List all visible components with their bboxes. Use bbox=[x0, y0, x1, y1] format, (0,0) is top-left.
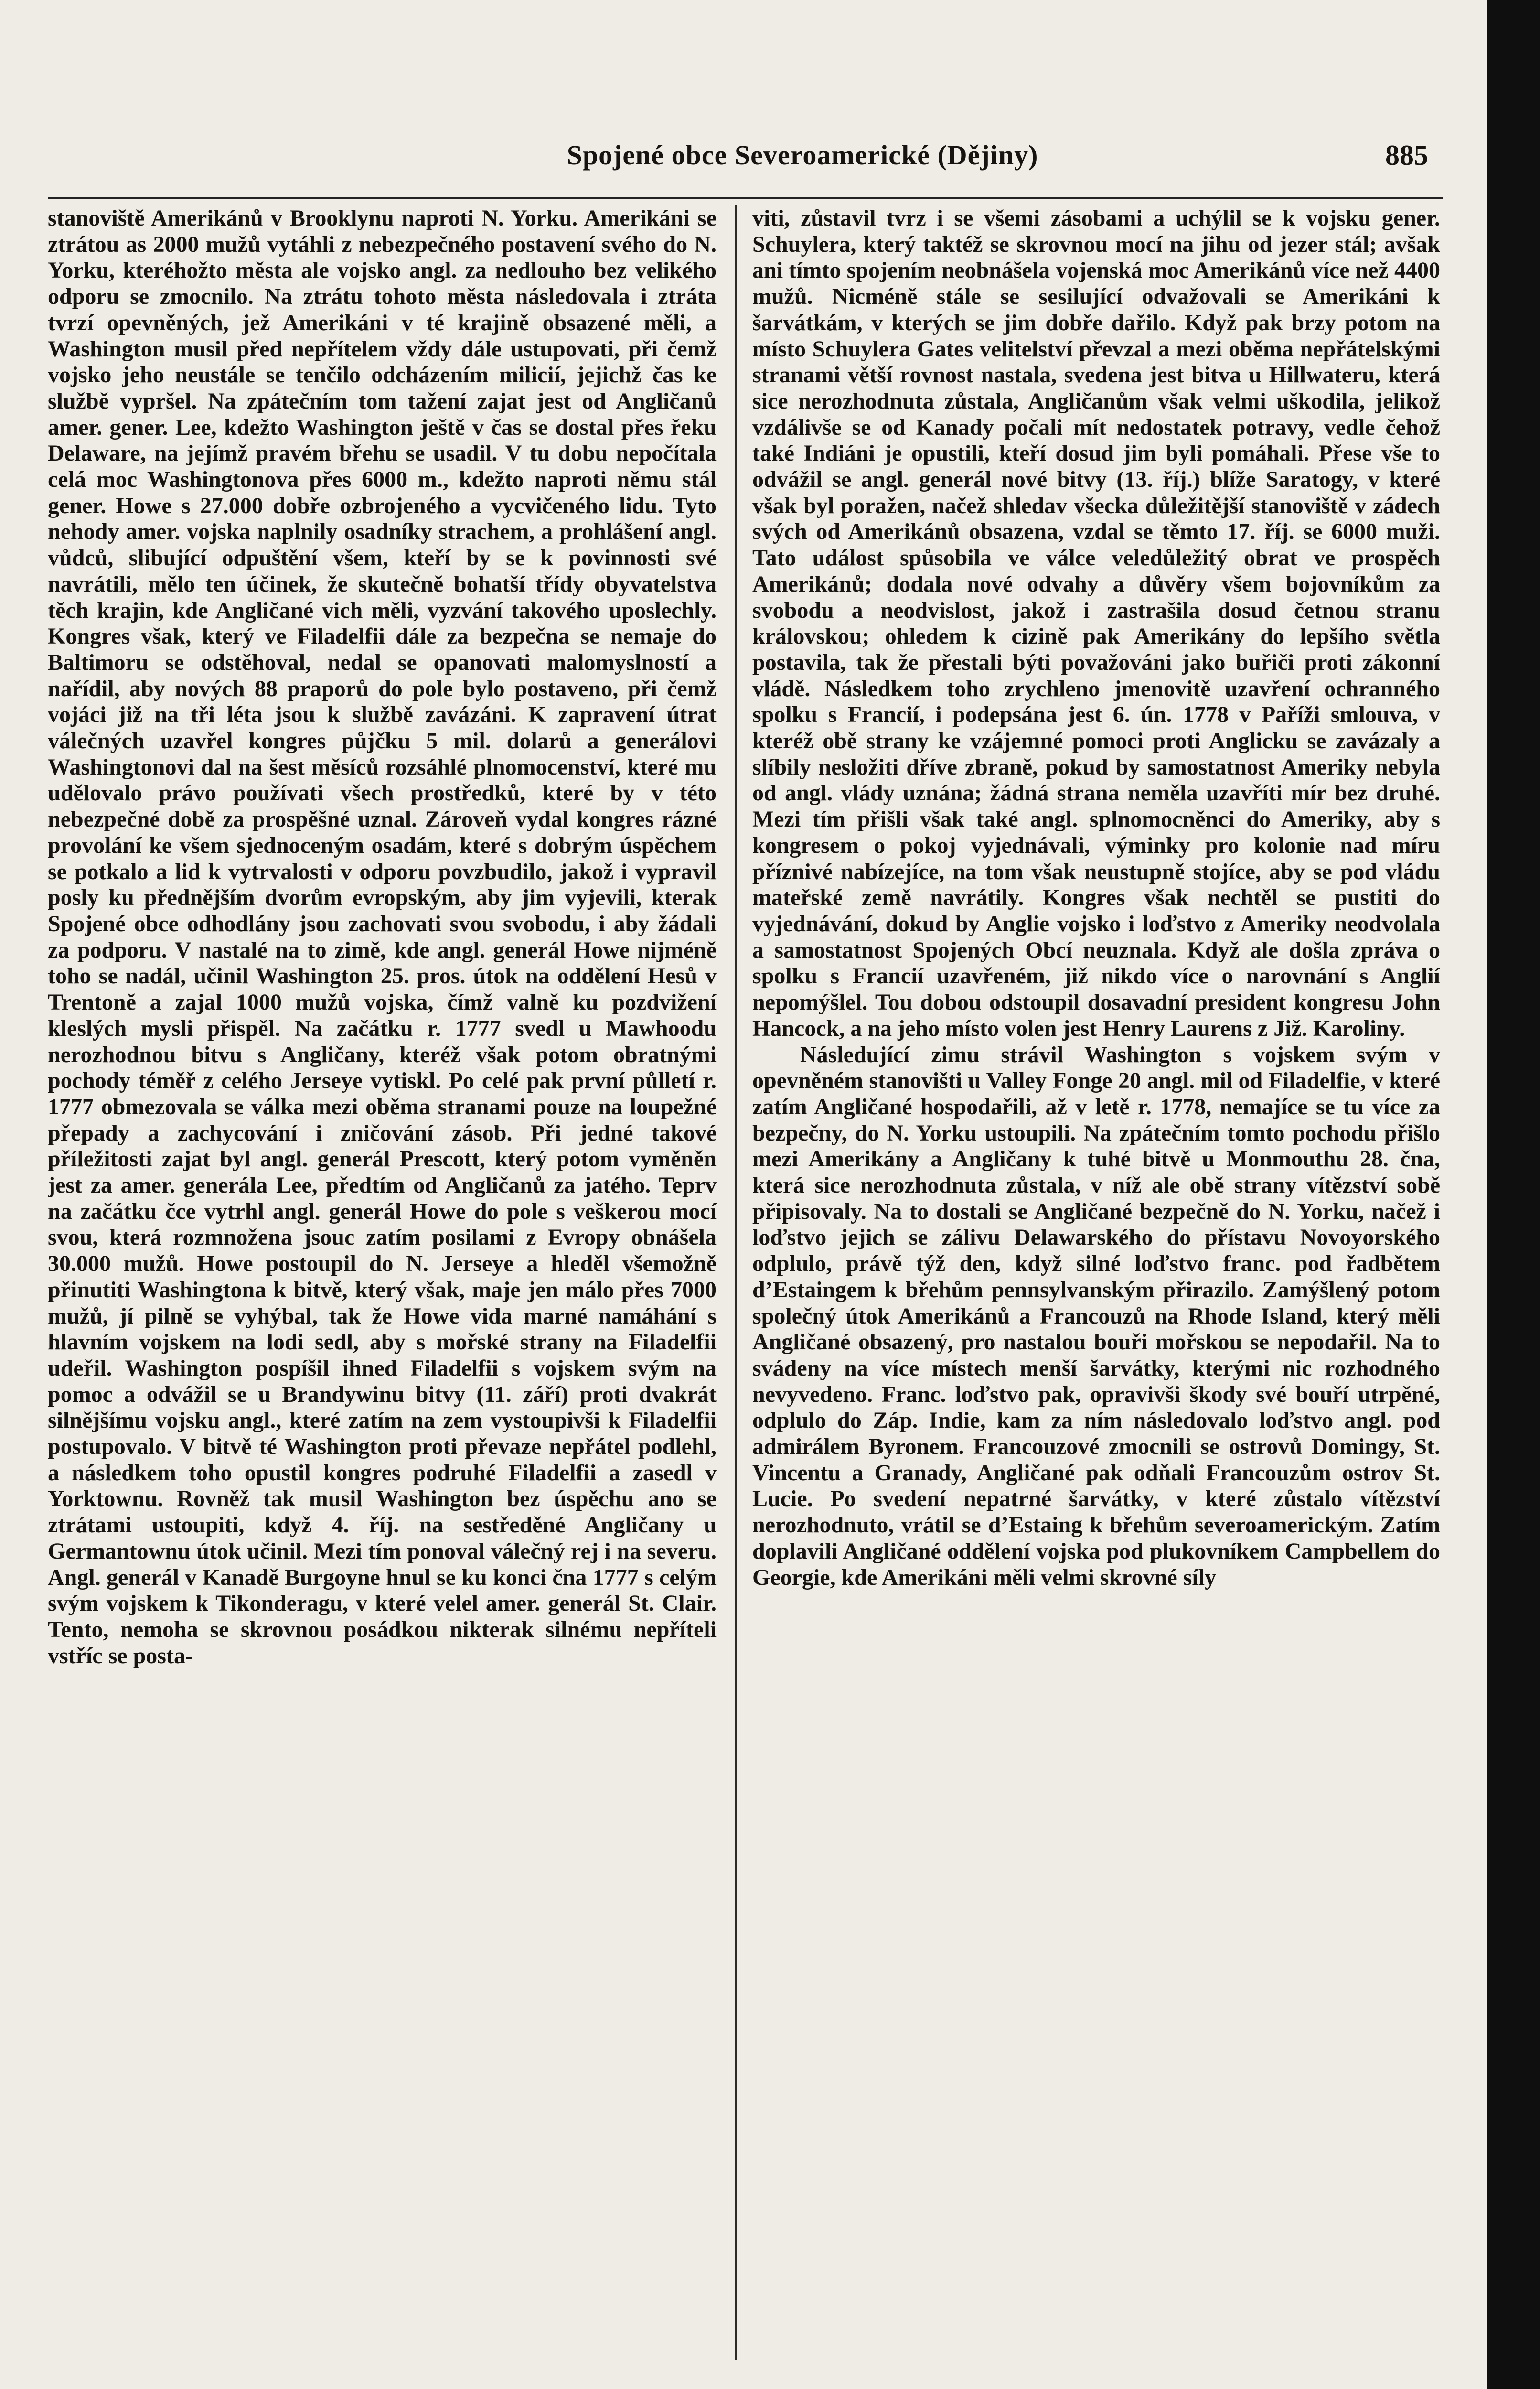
right-column bbox=[752, 205, 1440, 2360]
right-paragraph-1: viti, zůstavil tvrz i se všemi zásobami a uchýlil se k vojsku gener. Schuylera, který taktéž se skrovnou mocí na jihu od jezer stál; avšak ani tímto spojením neobnášela vojenská moc Amerikánů více než 4400 mužů. Nicméně stále se sesilující odvažovali se Amerikáni k šarvátkám, v kterých se jim dobře dařilo. Když pak brzy potom na místo Schuylera Gates velitelství převzal a mezi oběma nepřátelskými stranami větší rovnost nastala, svedena jest bitva u Hillwateru, která sice nerozhodnuta zůstala, Angličanům však velmi uškodila, jelikož vzdálivše se od Kanady počali mít nedostatek potravy, vedle čehož také Indiáni je opustili, kteří dosud jim byli pomáhali. Přese vše to odvážil se angl. generál nové bitvy (13. říj.) blíže Saratogy, v které však byl poražen, načež shledav všecka důležitější stanoviště v zádech svých od Amerikánů obsazena, vzdal se těmto 17. říj. se 6000 muži. Tato událost spůsobila ve válce veledůležitý obrat ve prospěch Amerikánů; dodala nové odvahy a důvěry všem bojovníkům za svobodu a neodvislost, jakož i zastrašila dosud četnou stranu královskou; ohledem k cizině pak Amerikány do lepšího světla postavila, tak že přestali býti považováni jako buřiči proti zákonní vládě. Následkem toho zrychleno jmenovitě uzavření ochranného spolku s Francií, i podepsána jest 6. ún. 1778 v Paříži smlouva, v kteréž obě strany ke vzájemné pomoci proti Anglicku se zavázaly a slíbily nesložiti dříve zbraně, pokud by samostatnost Ameriky nebyla od angl. vlády uznána; žádná strana neměla uzavříti mír bez druhé. Mezi tím přišli však také angl. splnomocněnci do Ameriky, aby s kongresem o pokoj vyjednávali, výminky pro kolonie nad míru příznivé nabízejíce, na tom však neustupně stojíce, aby se pod vládu mateřské země navrátily. Kongres však nechtěl se pustiti do vyjednávání, dokud by Anglie vojsko i loďstvo z Ameriky neodvolala a samostatnost Spojených Obcí neuznala. Když ale došla zpráva o spolku s Francií uzavřeném, již nikdo více o narovnání s Anglií nepomýšlel. Tou dobou odstoupil dosavadní president kongresu John Hancock, a na jeho místo volen jest Henry Laurens z Již. Karoliny. bbox=[752, 205, 1440, 1041]
running-title: Spojené obce Severoamerické (Dějiny) bbox=[567, 140, 1038, 171]
column-divider bbox=[735, 205, 737, 2360]
header-rule bbox=[48, 197, 1443, 199]
scan-edge-right bbox=[1487, 0, 1540, 2389]
page-header bbox=[43, 136, 1443, 184]
left-column bbox=[48, 205, 717, 2360]
left-paragraph-1: stanoviště Amerikánů v Brooklynu naproti N. Yorku. Amerikáni se ztrátou as 2000 mužů vytáhli z nebezpečného postavení svého do N. Yorku, kteréhožto města ale vojsko angl. za nedlouho bez velikého odporu se zmocnilo. Na ztrátu tohoto města následovala i ztráta tvrzí opevněných, jež Amerikáni v té krajině obsazené měli, a Washington musil před nepřítelem vždy dále ustupovati, při čemž vojsko jeho neustále se tenčilo odcházením milicií, jejichž čas ke službě vypršel. Na zpátečním tom tažení zajat jest od Angličanů amer. gener. Lee, kdežto Washington ještě v čas se dostal přes řeku Delaware, na jejímž pravém břehu se usadil. V tu dobu nepočítala celá moc Washingtonova přes 6000 m., kdežto naproti němu stál gener. Howe s 27.000 dobře ozbrojeného a vycvičeného lidu. Tyto nehody amer. vojska naplnily osadníky strachem, a prohlášení angl. vůdců, slibující odpuštění všem, kteří by se k povinnosti své navrátili, mělo ten účinek, že skutečně bohatší třídy obyvatelstva těch krajin, kde Angličané vich měli, vyzvání takového uposlechly. Kongres však, který ve Filadelfii dále za bezpečna se nemaje do Baltimoru se odstěhoval, nedal se opanovati malomyslností a nařídil, aby nových 88 praporů do pole bylo postaveno, při čemž vojáci již na tři léta jsou k službě zavázáni. K zapravení útrat válečných uzavřel kongres půjčku 5 mil. dolarů a generálovi Washingtonovi dal na šest měsíců rozsáhlé plnomocenství, které mu udělovalo právo používati všech prostředků, které by v této nebezpečné době za prospěšné uznal. Zároveň vydal kongres rázné provolání ke všem sjednoceným osadám, které s dobrým úspěchem se potkalo a lid k vytrvalosti v odporu povzbudilo, jakož i vypravil posly ku přednějším dvorům evropským, aby jim vyjevili, kterak Spojené obce odhodlány jsou zachovati svou svobodu, i aby žádali za podporu. V nastalé na to zimě, kde angl. generál Howe nijméně toho se nadál, učinil Washington 25. pros. útok na oddělení Hesů v Trentoně a zajal 1000 mužů vojska, čímž valně ku pozdvižení kleslých mysli přispěl. Na začátku r. 1777 svedl u Mawhoodu nerozhodnou bitvu s Angličany, kteréž však potom obratnými pochody téměř z celého Jerseye vytiskl. Po celé pak první půlletí r. 1777 obmezovala se válka mezi oběma stranami pouze na loupežné přepady a zachycování i zničování zásob. Při jedné takové příležitosti zajat byl angl. generál Prescott, který potom vyměněn jest za amer. generála Lee, předtím od Angličanů za jatého. Teprv na začátku čce vytrhl angl. generál Howe do pole s veškerou mocí svou, která rozmnožena jsouc zatím posilami z Evropy obnášela 30.000 mužů. Howe postoupil do N. Jerseye a hleděl všemožně přinutiti Washingtona k bitvě, který však, maje jen málo přes 7000 mužů, jí pilně se vyhýbal, tak že Howe vida marné namáhání s hlavním vojskem na lodi sedl, aby s mořské strany na Filadelfii udeřil. Washington pospíšil ihned Filadelfii s vojskem svým na pomoc a odvážil se u Brandywinu bitvy (11. září) proti dvakrát silnějšímu vojsku angl., které zatím na zem vystoupivši k Filadelfii postupovalo. V bitvě té Washington proti převaze nepřátel podlehl, a následkem toho opustil kongres podruhé Filadelfii a zasedl v Yorktownu. Rovněž tak musil Washington bez úspěchu ano se ztrátami ustoupiti, když 4. říj. na sestředěné Angličany u Germantownu útok učinil. Mezi tím ponoval válečný rej i na severu. Angl. generál v Kanadě Burgoyne hnul se ku konci čna 1777 s celým svým vojskem k Tikonderagu, v které velel amer. generál St. Clair. Tento, nemoha se skrovnou posádkou nikterak silnému nepříteli vstříc se posta- bbox=[48, 205, 717, 1668]
right-paragraph-2: Následující zimu strávil Washington s vojskem svým v opevněném stanovišti u Valley Fonge 20 angl. mil od Filadelfie, v které zatím Angličané hospodařili, až v letě r. 1778, nemajíce se tu více za bezpečny, do N. Yorku ustoupili. Na zpátečním tomto pochodu přišlo mezi Amerikány a Angličany k tuhé bitvě u Monmouthu 28. čna, která sice nerozhodnuta zůstala, v níž ale obě strany vítězství sobě připisovaly. Na to dostali se Angličané bezpečně do N. Yorku, načež i loďstvo jejich se zálivu Delawarského do přístavu Novoyorského odplulo, právě týž den, když silné loďstvo franc. pod řadbětem d’Estaingem k břehům pennsylvanským přirazilo. Zamýšlený potom společný útok Amerikánů a Francouzů na Rhode Island, který měli Angličané obsazený, pro nastalou bouři mořskou se nepodařil. Na to svádeny na více místech menší šarvátky, kterými nic rozhodného nevyvedeno. Franc. loďstvo pak, opravivši škody své bouří utrpěné, odplulo do Záp. Indie, kam za ním následovalo loďstvo angl. pod admirálem Byronem. Francouzové zmocnili se ostrovů Domingy, St. Vincentu a Granady, Angličané pak odňali Francouzům ostrov St. Lucie. Po svedení nepatrné šarvátky, v které zůstalo vítězství nerozhodnuto, vrátil se d’Estaing k břehům severoamerickým. Zatím doplavili Angličané oddělení vojska pod plukovníkem Campbellem do Georgie, kde Amerikáni měli velmi skrovné síly bbox=[752, 1042, 1440, 1590]
page-number: 885 bbox=[1385, 140, 1428, 171]
